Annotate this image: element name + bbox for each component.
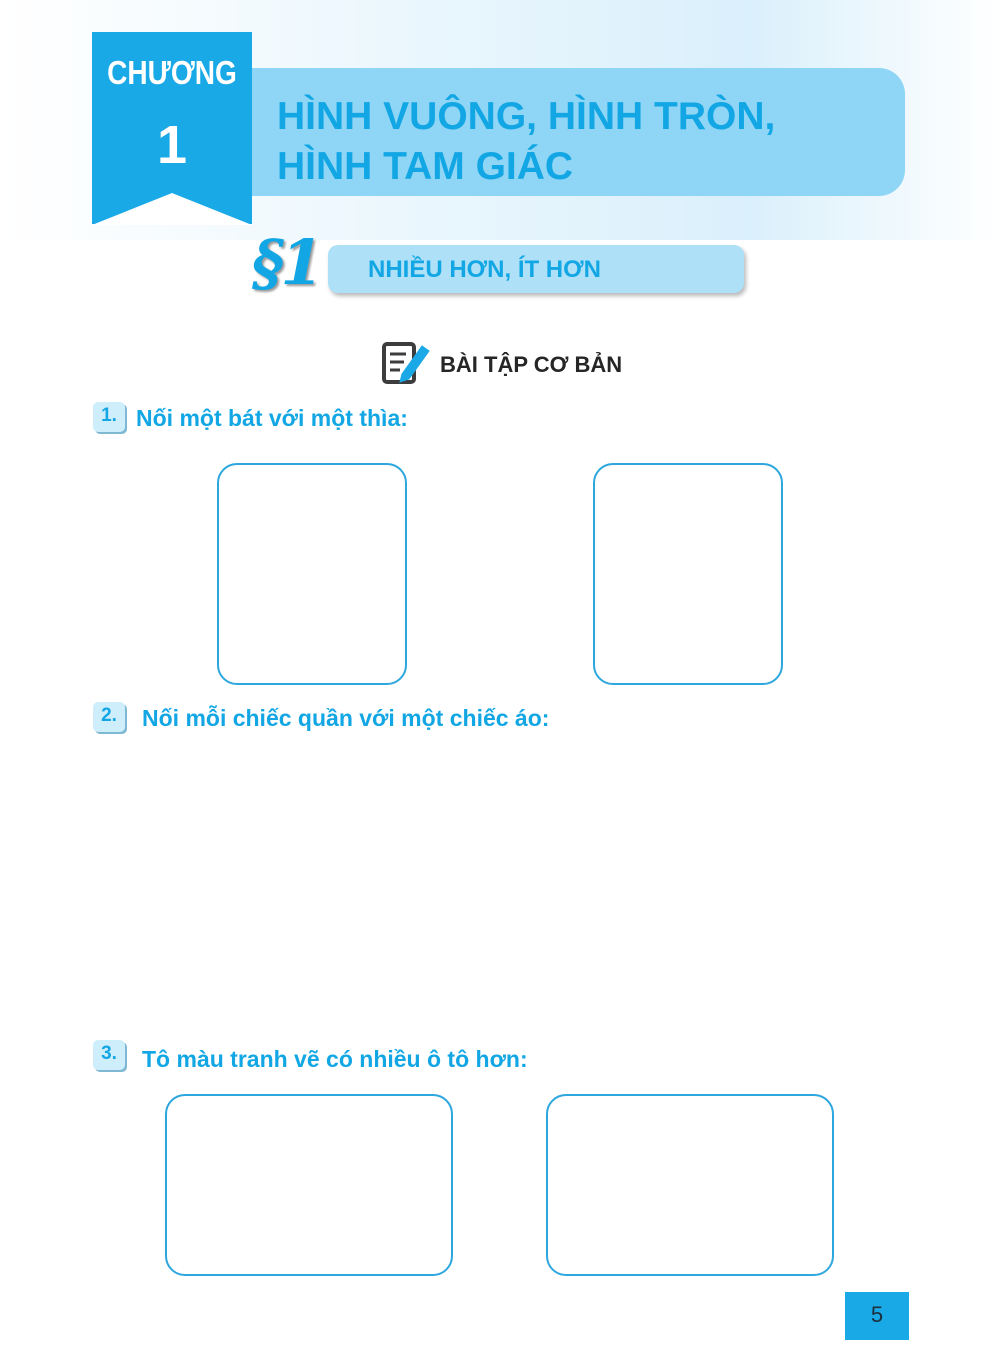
chapter-badge [92,32,252,224]
chapter-title [277,92,887,192]
chapter-title-line: HÌNH TAM GIÁC [277,145,574,188]
page-number: 5 [870,1302,884,1327]
chapter-number: 1 [156,115,188,175]
question-text: Nối mỗi chiếc quần với một chiếc áo: [142,705,550,731]
cars-picture-left [165,1094,453,1276]
section-title: NHIỀU HƠN, ÍT HƠN [368,256,601,283]
question-text: Tô màu tranh vẽ có nhiều ô tô hơn: [142,1046,528,1072]
question-text: Nối một bát với một thìa: [136,405,408,431]
section-mark: §1 [252,226,320,299]
chapter-title-line: HÌNH VUÔNG, HÌNH TRÒN, [277,95,776,138]
question-number: 2. [93,702,125,732]
question-number: 3. [93,1040,125,1070]
chapter-label: CHƯƠNG [107,54,237,91]
question-number: 1. [93,402,125,432]
pencil-note-icon [382,340,430,386]
exercise-heading: BÀI TẬP CƠ BẢN [440,352,623,377]
